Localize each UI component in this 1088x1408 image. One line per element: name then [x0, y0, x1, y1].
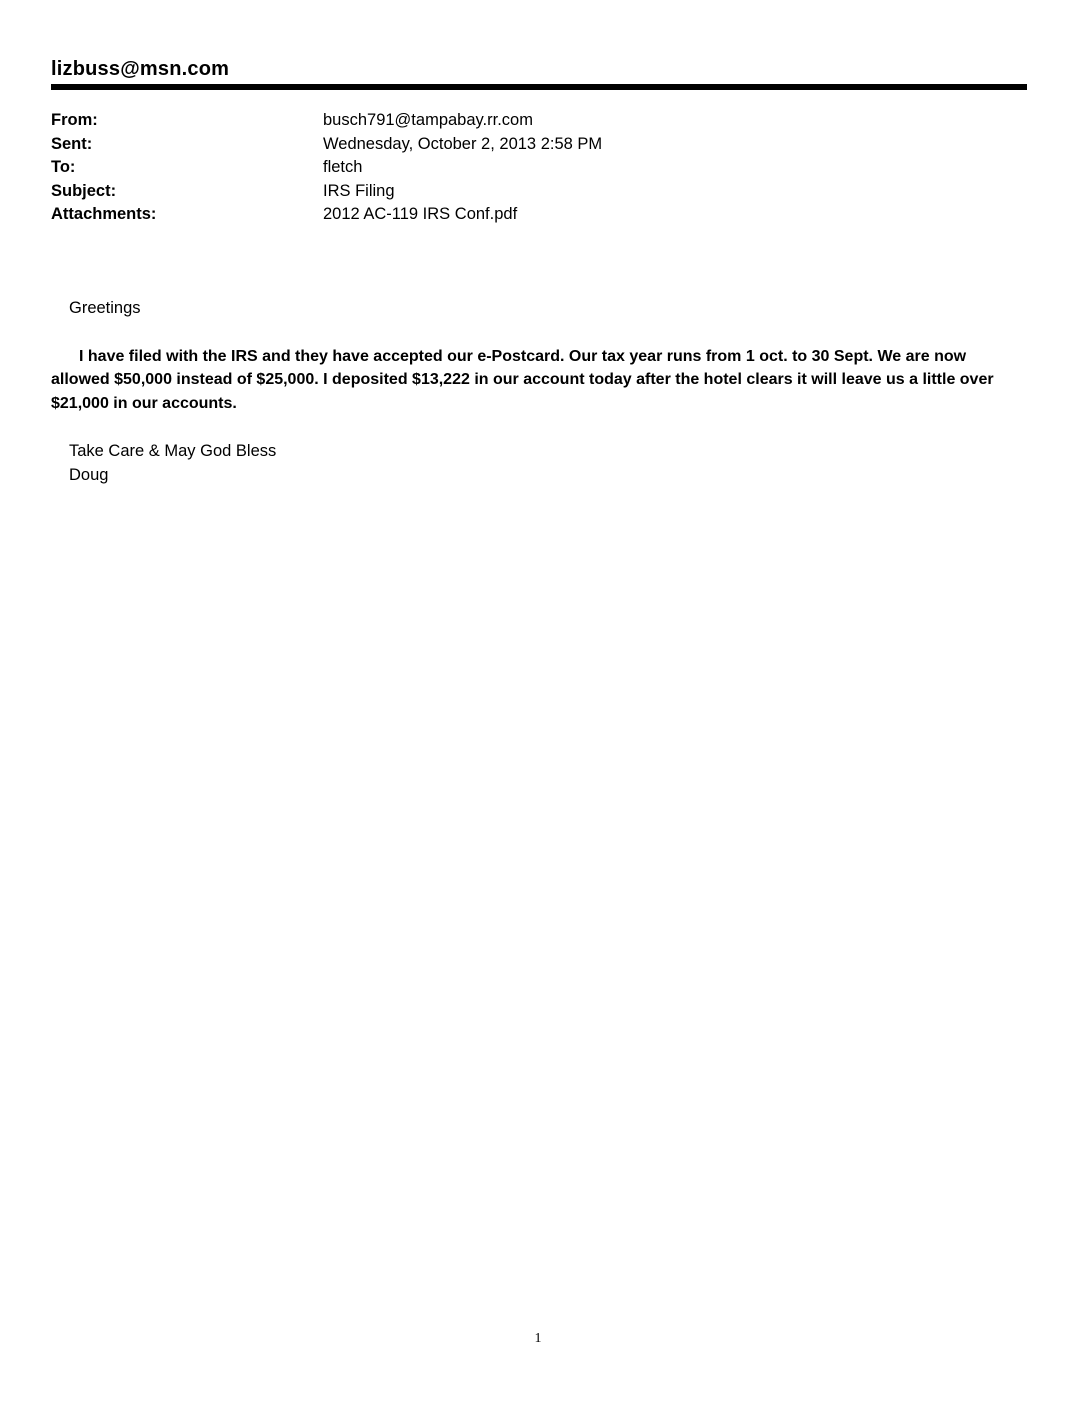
header-label: Sent:: [51, 134, 93, 153]
header-from: [51, 110, 951, 134]
header-divider: [51, 84, 1027, 90]
header-label: Attachments:: [51, 205, 157, 223]
header-attachments: [51, 204, 951, 228]
email-headers: [51, 110, 951, 228]
header-value: busch791@tampabay.rr.com: [323, 111, 533, 129]
header-to: [51, 157, 951, 181]
header-subject: [51, 181, 951, 205]
email-body: [51, 297, 1026, 487]
header-label: From:: [51, 111, 98, 129]
attachment-name: 2012 AC-119 IRS Conf.pdf: [323, 205, 518, 223]
message-paragraph: I have filed with the IRS and they have accepted our e-Postcard. Our tax year runs from 1 oct. to 30 Sept. We are now allowed $50,000 instead of $25,000. I deposited $13,222 in our account today after the hotel clears it will leave us a little over $21,000 in our accounts.: [51, 347, 994, 413]
signature: Doug: [69, 465, 109, 484]
header-label: Subject:: [51, 181, 117, 200]
closing-line: Take Care & May God Bless: [69, 441, 277, 460]
header-value: IRS Filing: [323, 181, 395, 200]
page-number: 1: [534, 1331, 542, 1346]
account-title: lizbuss@msn.com: [51, 58, 230, 80]
header-value: fletch: [323, 158, 363, 176]
header-sent: [51, 134, 951, 158]
header-label: To:: [51, 158, 76, 176]
header-value: Wednesday, October 2, 2013 2:58 PM: [323, 134, 603, 153]
greeting: Greetings: [69, 299, 141, 317]
